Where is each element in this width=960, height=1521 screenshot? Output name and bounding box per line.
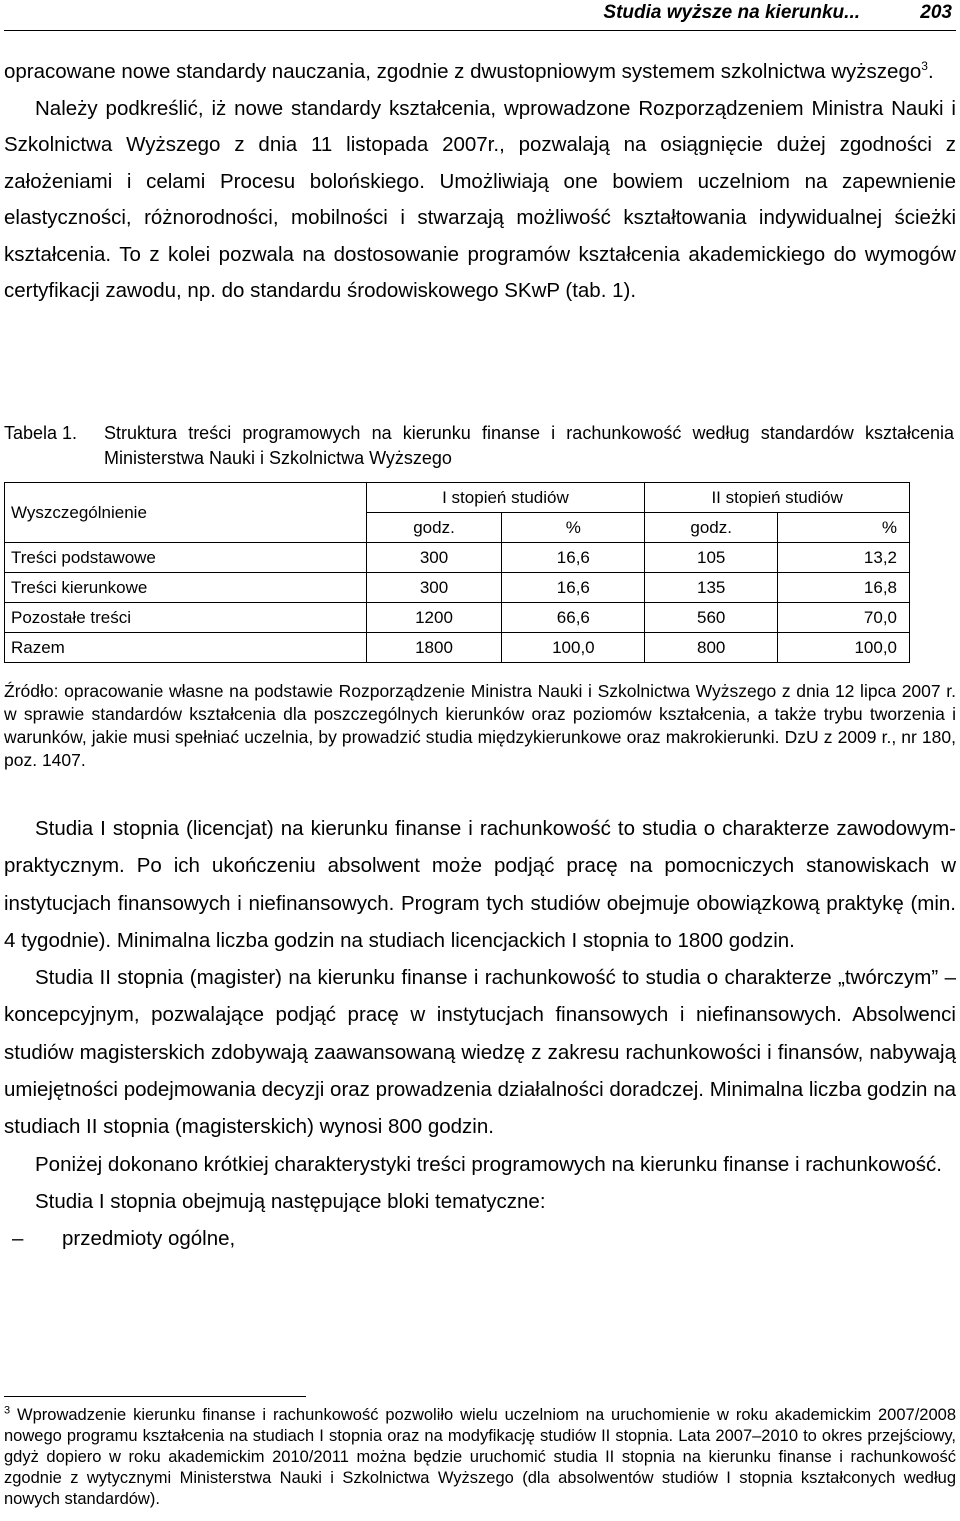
cell-g2-pct: 13,2 bbox=[778, 543, 910, 573]
table-header-row bbox=[5, 483, 910, 513]
paragraph-charakterystyka: Poniżej dokonano krótkiej charakterystyki treści programowych na kierunku finanse i rachunkowość. bbox=[35, 1152, 942, 1176]
list-item bbox=[4, 1220, 956, 1257]
intro-paragraph: Należy podkreślić, iż nowe standardy kształcenia, wprowadzone Rozporządzeniem Ministra Nauki i Szkolnictwa Wyższego z dnia 11 listopada 2007r., pozwalają na osiągnięcie dużej zgodności z założeniami i celami Procesu bolońskiego. Umożliwiają one bowiem uczelniom na zapewnienie elastyczności, różnorodności, mobilności i stwarzają możliwość kształtowania indywidualnej ścieżki kształcenia. To z kolei pozwala na dostosowanie programów kształcenia akademickiego do wymogów certyfikacji zawodu, np. do standardu środowiskowego SKwP (tab. 1). bbox=[4, 96, 956, 302]
row-label: Treści podstawowe bbox=[5, 543, 367, 573]
table-caption-text: Struktura treści programowych na kierunku finanse i rachunkowość według standardów kształcenia Ministerstwa Nauki i Szkolnictwa Wyższego bbox=[104, 423, 954, 468]
cell-g2-godz: 560 bbox=[645, 603, 778, 633]
cell-g1-pct: 16,6 bbox=[502, 543, 645, 573]
paragraph-bloki: Studia I stopnia obejmują następujące bloki tematyczne: bbox=[35, 1189, 546, 1213]
intro-line: opracowane nowe standardy nauczania, zgodnie z dwustopniowym systemem szkolnictwa wyższego bbox=[4, 60, 922, 83]
table-caption-label: Tabela 1. bbox=[4, 423, 78, 443]
header-rule bbox=[4, 30, 956, 31]
cell-g2-godz: 800 bbox=[645, 633, 778, 663]
cell-g2-pct: 70,0 bbox=[778, 603, 910, 633]
table-row bbox=[5, 633, 910, 663]
subheader-godz: godz. bbox=[645, 513, 778, 543]
paragraph-studia-i: Studia I stopnia (licencjat) na kierunku finanse i rachunkowość to studia o charakterze zawodowym-praktycznym. Po ich ukończeniu absolwent może podjąć pracę na pomocniczych stanowiskach w instytucjach finansowych i niefinansowych. Program tych studiów obejmuje obowiązkową praktykę (min. 4 tygodnie). Minimalna liczba godzin na studiach licencjackich I stopnia to 1800 godzin. bbox=[4, 817, 956, 952]
row-label: Pozostałe treści bbox=[5, 603, 367, 633]
data-table bbox=[4, 482, 910, 663]
paragraph-studia-ii: Studia II stopnia (magister) na kierunku finanse i rachunkowość to studia o charakterze „twórczym” – koncepcyjnym, pozwalające podjąć pracę w instytucjach finansowych i niefinansowych. Absolwenci studiów magisterskich zdobywają zaawansowaną wiedzę z zakresu rachunkowości i finansów, nabywają umiejętności podejmowania decyzji oraz prowadzenia działalności doradczej. Minimalna liczba godzin na studiach II stopnia (magisterskich) wynosi 800 godzin. bbox=[4, 966, 956, 1139]
table-row bbox=[5, 573, 910, 603]
subheader-pct: % bbox=[502, 513, 645, 543]
table-row bbox=[5, 603, 910, 633]
intro-text bbox=[4, 54, 956, 310]
source-note: Źródło: opracowanie własne na podstawie Rozporządzenie Ministra Nauki i Szkolnictwa Wyższego z dnia 12 lipca 2007 r. w sprawie standardów kształcenia dla poszczególnych kierunków oraz poziomów kształcenia, a także trybu tworzenia i warunków, jakie musi spełniać uczelnia, by prowadzić studia międzykierunkowe oraz makrokierunki. DzU z 2009 r., nr 180, poz. 1407. bbox=[4, 681, 956, 770]
row-label: Treści kierunkowe bbox=[5, 573, 367, 603]
footnote-number: 3 bbox=[4, 1404, 11, 1417]
cell-g2-pct: 100,0 bbox=[778, 633, 910, 663]
cell-g1-godz: 300 bbox=[366, 573, 502, 603]
cell-g2-godz: 105 bbox=[645, 543, 778, 573]
subheader-godz: godz. bbox=[366, 513, 502, 543]
cell-g1-godz: 1800 bbox=[366, 633, 502, 663]
page-header bbox=[0, 0, 960, 34]
cell-g1-pct: 100,0 bbox=[502, 633, 645, 663]
group-header-2: II stopień studiów bbox=[645, 483, 910, 513]
dash-bullet: – bbox=[12, 1227, 24, 1251]
footnote-text: Wprowadzenie kierunku finanse i rachunkowość pozwoliło wielu uczelniom na uruchomienie w roku akademickim 2007/2008 nowego programu kształcenia na studiach I stopnia oraz na modyfikację studiów II stopnia. Lata 2007–2010 to okres przejściowy, gdyż dopiero w roku akademickim 2010/2011 można będzie uruchomić studia II stopnia na kierunku finanse i rachunkowość zgodnie z wytycznymi Ministerstwa Nauki i Szkolnictwa Wyższego (dla absolwentów studiów I stopnia kształconych według nowych standardów). bbox=[4, 1406, 956, 1508]
footnote-rule bbox=[4, 1396, 306, 1397]
row-label: Razem bbox=[5, 633, 367, 663]
cell-g1-godz: 1200 bbox=[366, 603, 502, 633]
cell-g2-godz: 135 bbox=[645, 573, 778, 603]
intro-line-end: . bbox=[927, 60, 934, 83]
group-header-1: I stopień studiów bbox=[366, 483, 645, 513]
subheader-pct: % bbox=[778, 513, 910, 543]
running-title: Studia wyższe na kierunku... bbox=[603, 2, 860, 23]
body-text bbox=[4, 810, 956, 1258]
cell-g1-godz: 300 bbox=[366, 543, 502, 573]
footnote bbox=[4, 1405, 956, 1510]
footnote-ref: 3 bbox=[921, 59, 928, 74]
list-item-text: przedmioty ogólne, bbox=[62, 1227, 236, 1251]
table-row bbox=[5, 543, 910, 573]
cell-g1-pct: 66,6 bbox=[502, 603, 645, 633]
row-header-cell: Wyszczególnienie bbox=[5, 483, 367, 543]
cell-g1-pct: 16,6 bbox=[502, 573, 645, 603]
page-number: 203 bbox=[920, 2, 952, 23]
cell-g2-pct: 16,8 bbox=[778, 573, 910, 603]
